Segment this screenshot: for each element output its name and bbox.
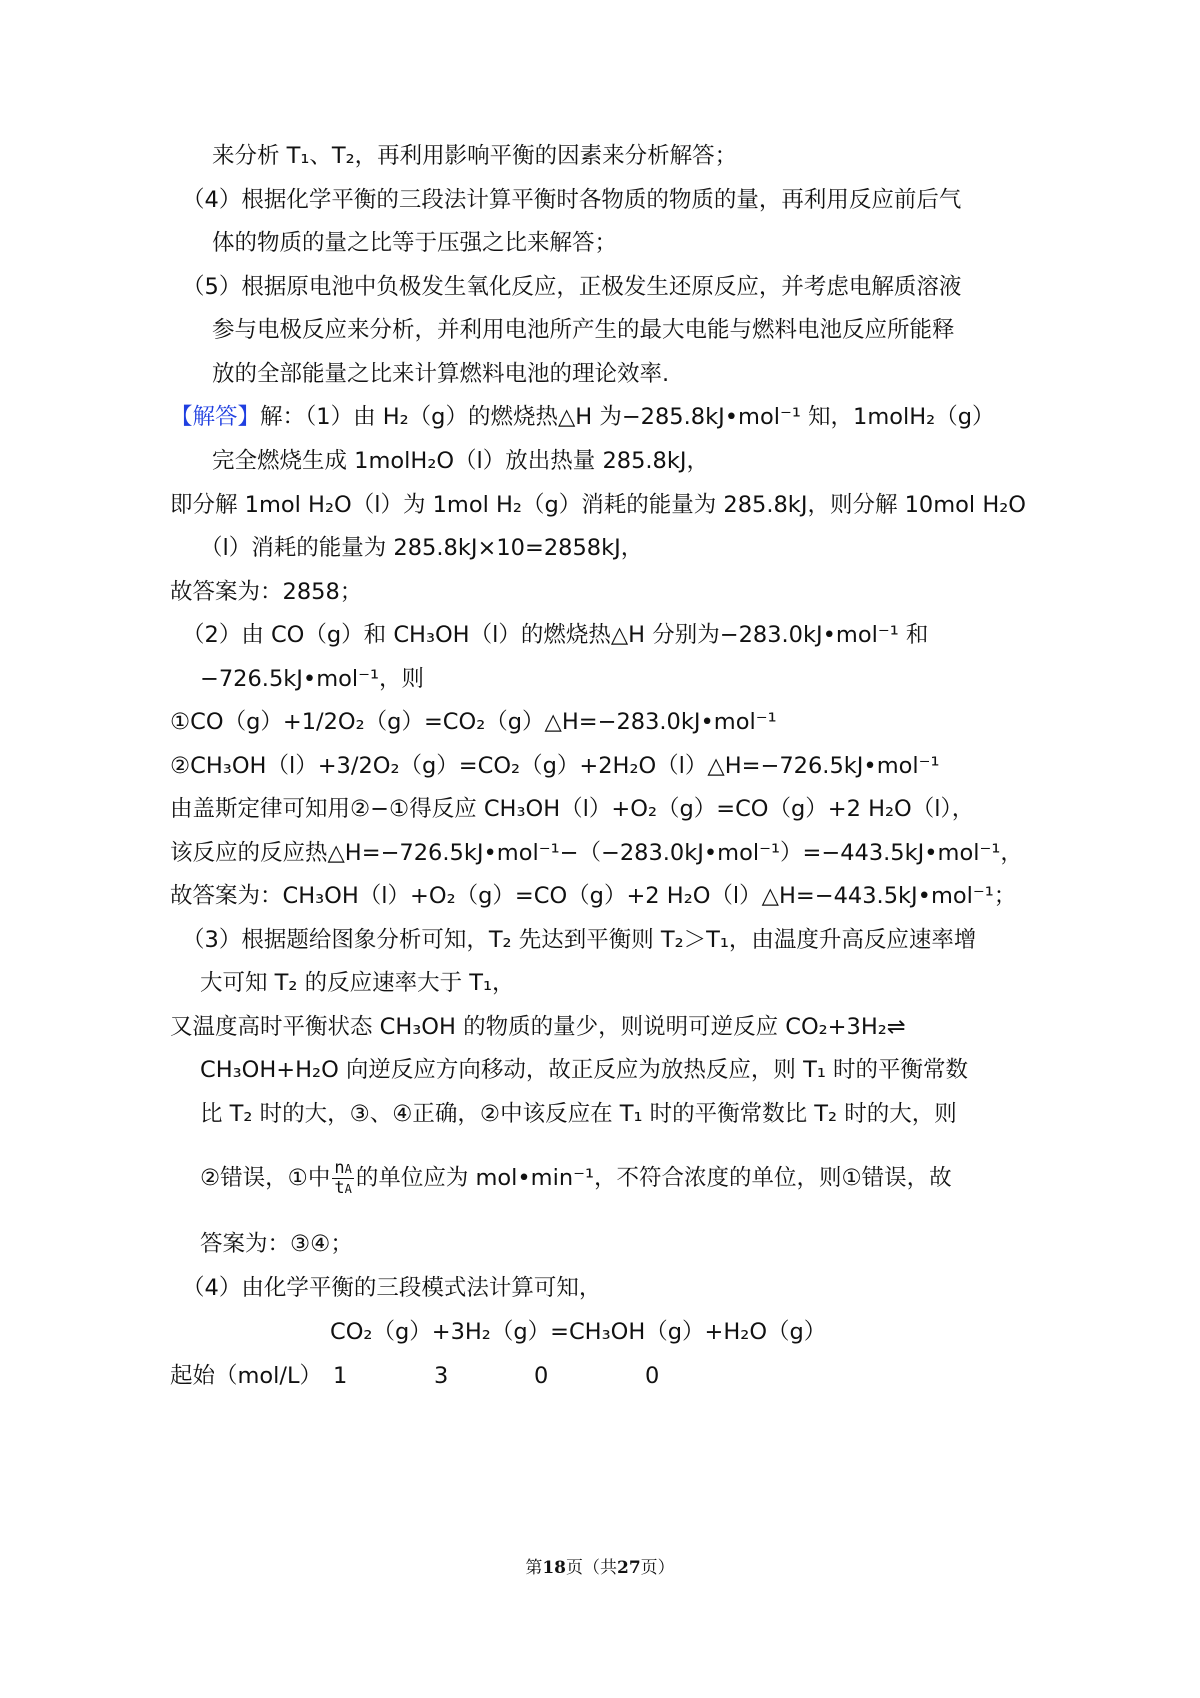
text-run: 解：（1）由 H₂（g）的燃烧热△H 为−285.8kJ•mol⁻¹ 知，1molH₂（g）: [260, 404, 995, 430]
text-line: −726.5kJ•mol⁻¹，则: [200, 666, 425, 692]
text-line: 答案为：③④；: [200, 1231, 353, 1257]
text-line: [200, 1156, 952, 1200]
text-line: 完全燃烧生成 1molH₂O（l）放出热量 285.8kJ，: [212, 448, 710, 474]
page-total: 27: [617, 1558, 641, 1578]
text-line: 故答案为：2858；: [170, 579, 363, 605]
footer-text: 第: [525, 1558, 543, 1578]
text-run: 的单位应为 mol•min⁻¹，不符合浓度的单位，则①错误，故: [355, 1165, 952, 1191]
page-number: 18: [542, 1558, 566, 1578]
equation-2: ②CH₃OH（l）+3/2O₂（g）=CO₂（g）+2H₂O（l）△H=−726.5kJ•mol⁻¹: [170, 753, 940, 779]
fraction-denominator: tA: [334, 1178, 352, 1198]
text-line: 参与电极反应来分析，并利用电池所产生的最大电能与燃料电池反应所能释: [212, 317, 955, 343]
value-h2o: 0: [645, 1363, 660, 1389]
text-line: 大可知 T₂ 的反应速率大于 T₁，: [200, 970, 515, 996]
text-line: （2）由 CO（g）和 CH₃OH（l）的燃烧热△H 分别为−283.0kJ•mol⁻¹ 和: [182, 622, 929, 648]
text-line: 放的全部能量之比来计算燃料电池的理论效率.: [212, 361, 670, 387]
value-co2: 1: [333, 1363, 348, 1389]
answer-line: [170, 401, 995, 433]
text-line: （4）由化学平衡的三段模式法计算可知，: [182, 1275, 602, 1301]
text-line: （3）根据题给图象分析可知，T₂ 先达到平衡则 T₂＞T₁，由温度升高反应速率增: [182, 927, 977, 953]
row-label: 起始（mol/L）: [170, 1363, 323, 1389]
text-line: （l）消耗的能量为 285.8kJ×10=2858kJ，: [200, 535, 644, 561]
text-line: 又温度高时平衡状态 CH₃OH 的物质的量少，则说明可逆反应 CO₂+3H₂⇌: [170, 1014, 906, 1040]
text-line: （5）根据原电池中负极发生氧化反应，正极发生还原反应，并考虑电解质溶液: [182, 274, 962, 300]
fraction-na-over-ta: [332, 1159, 353, 1198]
value-h2: 3: [434, 1363, 449, 1389]
text-line: （4）根据化学平衡的三段法计算平衡时各物质的物质的量，再利用反应前后气: [182, 187, 962, 213]
text-line: 比 T₂ 时的大，③、④正确，②中该反应在 T₁ 时的平衡常数比 T₂ 时的大，则: [200, 1101, 957, 1127]
text-line: 故答案为：CH₃OH（l）+O₂（g）=CO（g）+2 H₂O（l）△H=−443.5kJ•mol⁻¹；: [170, 883, 1017, 909]
text-line: 即分解 1mol H₂O（l）为 1mol H₂（g）消耗的能量为 285.8kJ，则分解 10mol H₂O: [170, 492, 1026, 518]
text-line: 该反应的反应热△H=−726.5kJ•mol⁻¹−（−283.0kJ•mol⁻¹）=−443.5kJ•mol⁻¹，: [170, 840, 1023, 866]
answer-tag: 【解答】: [170, 404, 261, 430]
text-line: 来分析 T₁、T₂，再利用影响平衡的因素来分析解答；: [212, 143, 738, 169]
equation-1: ①CO（g）+1/2O₂（g）=CO₂（g）△H=−283.0kJ•mol⁻¹: [170, 709, 777, 735]
text-line: 体的物质的量之比等于压强之比来解答；: [212, 230, 618, 256]
value-ch3oh: 0: [534, 1363, 549, 1389]
text-run: ②错误，①中: [200, 1165, 331, 1191]
footer-text: 页（共: [566, 1558, 617, 1578]
page-footer: [0, 1553, 1200, 1578]
reaction-equation: CO₂（g）+3H₂（g）=CH₃OH（g）+H₂O（g）: [330, 1319, 827, 1345]
text-line: 由盖斯定律可知用②−①得反应 CH₃OH（l）+O₂（g）=CO（g）+2 H₂O（l），: [170, 796, 975, 822]
text-line: CH₃OH+H₂O 向逆反应方向移动，故正反应为放热反应，则 T₁ 时的平衡常数: [200, 1057, 969, 1083]
fraction-numerator: nA: [334, 1158, 352, 1178]
footer-text: 页）: [640, 1558, 675, 1578]
